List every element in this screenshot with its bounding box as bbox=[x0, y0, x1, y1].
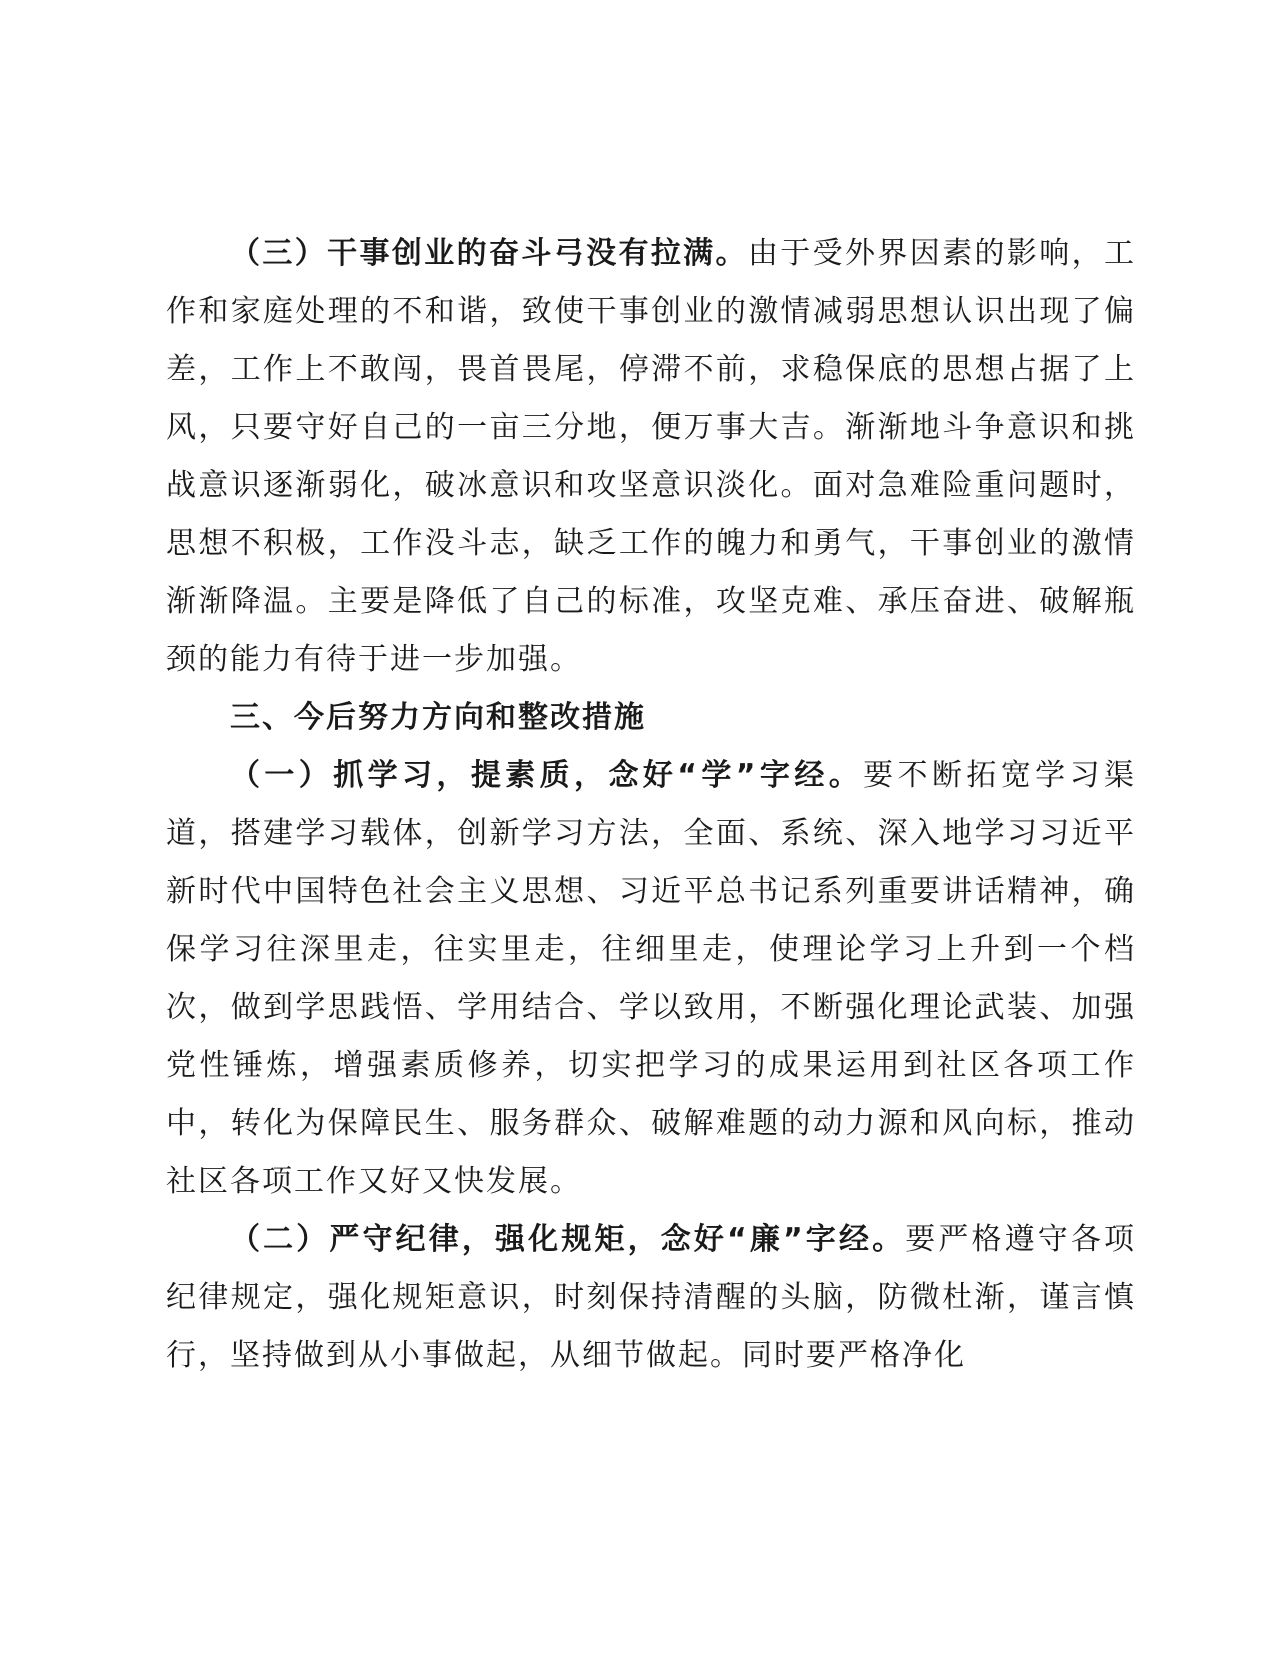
paragraph-measure-2 bbox=[166, 1211, 1136, 1385]
section-title: 三、今后努力方向和整改措施 bbox=[230, 700, 646, 735]
paragraph-measure-1 bbox=[166, 747, 1136, 1211]
paragraph-heading: （一）抓学习，提素质，念好“学”字经。 bbox=[230, 758, 864, 793]
paragraph-heading: （三）干事创业的奋斗弓没有拉满。 bbox=[230, 236, 748, 271]
paragraph-problem-3 bbox=[166, 225, 1136, 689]
document-body bbox=[166, 225, 1136, 1385]
paragraph-heading: （二）严守纪律，强化规矩，念好“廉”字经。 bbox=[230, 1222, 906, 1257]
paragraph-text: 要严格遵守各项纪律规定，强化规矩意识，时刻保持清醒的头脑，防微杜渐，谨言慎行，坚持做到从小事做起，从细节做起。同时要严格净化 bbox=[166, 1222, 1137, 1373]
paragraph-text: 要不断拓宽学习渠道，搭建学习载体，创新学习方法，全面、系统、深入地学习习近平新时代中国特色社会主义思想、习近平总书记系列重要讲话精神，确保学习往深里走，往实里走，往细里走，使理论学习上升到一个档次，做到学思践悟、学用结合、学以致用，不断强化理论武装、加强党性锤炼，增强素质修养，切实把学习的成果运用到社区各项工作中，转化为保障民生、服务群众、破解难题的动力源和风向标，推动社区各项工作又好又快发展。 bbox=[166, 758, 1136, 1199]
paragraph-text: 由于受外界因素的影响，工作和家庭处理的不和谐，致使干事创业的激情减弱思想认识出现了偏差，工作上不敢闯，畏首畏尾，停滞不前，求稳保底的思想占据了上风，只要守好自己的一亩三分地，便万事大吉。渐渐地斗争意识和挑战意识逐渐弱化，破冰意识和攻坚意识淡化。面对急难险重问题时，思想不积极，工作没斗志，缺乏工作的魄力和勇气，干事创业的激情渐渐降温。主要是降低了自己的标准，攻坚克难、承压奋进、破解瓶颈的能力有待于进一步加强。 bbox=[166, 236, 1137, 677]
